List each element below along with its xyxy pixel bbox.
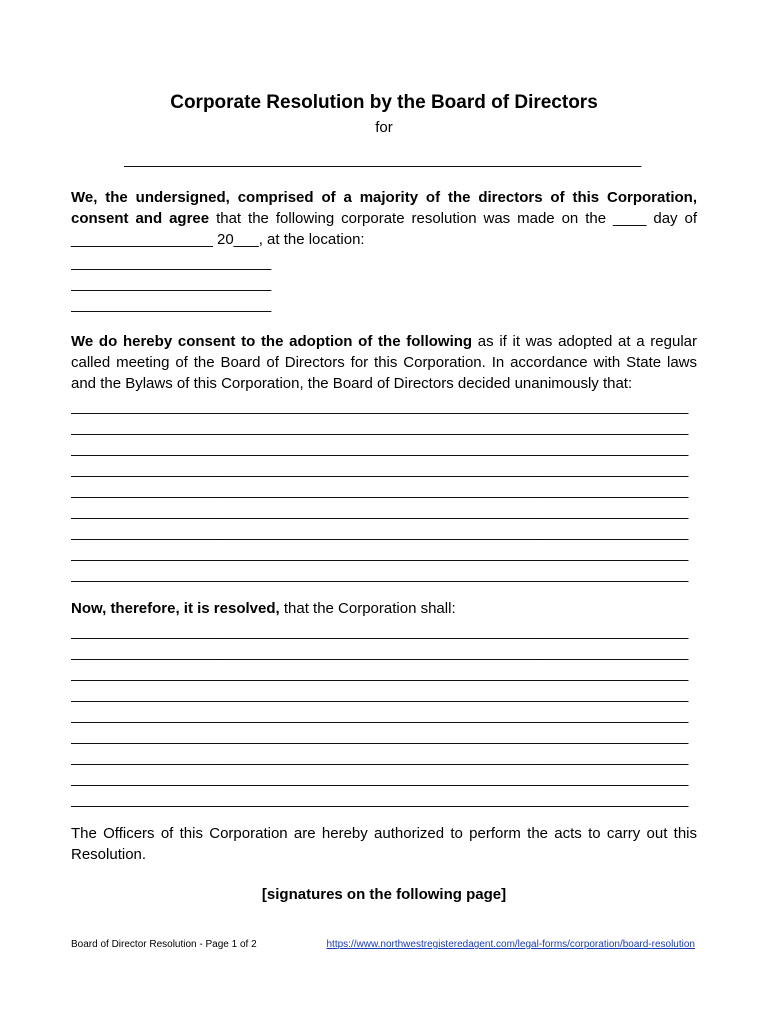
decision-blank: __________________________________________________________________________: [71, 503, 689, 520]
location-blank: ________________________: [71, 296, 272, 313]
resolved-blank: __________________________________________________________________________: [71, 749, 689, 766]
adoption-paragraph-bold: We do hereby consent to the adoption of the following: [71, 333, 473, 350]
decision-blank: __________________________________________________________________________: [71, 461, 689, 478]
resolved-blank: __________________________________________________________________________: [71, 728, 689, 745]
for-label: for: [375, 119, 393, 136]
signature-note: [signatures on the following page]: [261, 886, 507, 903]
decision-blank: __________________________________________________________________________: [71, 524, 689, 541]
decision-blank: __________________________________________________________________________: [71, 482, 689, 499]
decision-blank: __________________________________________________________________________: [71, 419, 689, 436]
resolved-blank: __________________________________________________________________________: [71, 770, 689, 787]
resolved-paragraph-text: that the Corporation shall:: [279, 600, 456, 617]
resolved-blank: __________________________________________________________________________: [71, 644, 689, 661]
corporation-name-blank: ______________________________________________________________: [124, 151, 642, 168]
resolved-paragraph: [71, 598, 697, 619]
decision-blank: __________________________________________________________________________: [71, 440, 689, 457]
resolved-blank: __________________________________________________________________________: [71, 665, 689, 682]
location-blank: ________________________: [71, 275, 272, 292]
officers-paragraph: The Officers of this Corporation are hereby authorized to perform the acts to carry out this Resolution.: [71, 825, 697, 863]
resolved-blank: __________________________________________________________________________: [71, 707, 689, 724]
footer-page-label: Board of Director Resolution - Page 1 of 2: [71, 939, 257, 950]
decision-blank: __________________________________________________________________________: [71, 398, 689, 415]
document-title: Corporate Resolution by the Board of Directors: [170, 92, 598, 113]
resolved-blank: __________________________________________________________________________: [71, 623, 689, 640]
adoption-paragraph: [71, 331, 697, 394]
resolved-paragraph-bold: Now, therefore, it is resolved,: [71, 600, 280, 617]
adoption-paragraph-text: as if it was adopted at a regular called meeting of the Board of Directors for this Corporation. In accordance with State laws and the Bylaws of this Corporation, the Board of Directors decided unanimously that:: [71, 333, 697, 392]
consent-paragraph-text: that the following corporate resolution was made on the ____ day of _________________ 20___, at the location:: [71, 210, 698, 248]
resolved-blank: __________________________________________________________________________: [71, 791, 689, 808]
footer-link[interactable]: https://www.northwestregisteredagent.com/legal-forms/corporation/board-resolution: [326, 939, 695, 950]
location-blank: ________________________: [71, 254, 272, 271]
consent-paragraph-bold: We, the undersigned, comprised of a majority of the directors of this Corporation, consent and agree: [71, 189, 697, 227]
decision-blank: __________________________________________________________________________: [71, 566, 689, 583]
resolved-blank: __________________________________________________________________________: [71, 686, 689, 703]
decision-blank: __________________________________________________________________________: [71, 545, 689, 562]
consent-paragraph: [71, 187, 697, 250]
